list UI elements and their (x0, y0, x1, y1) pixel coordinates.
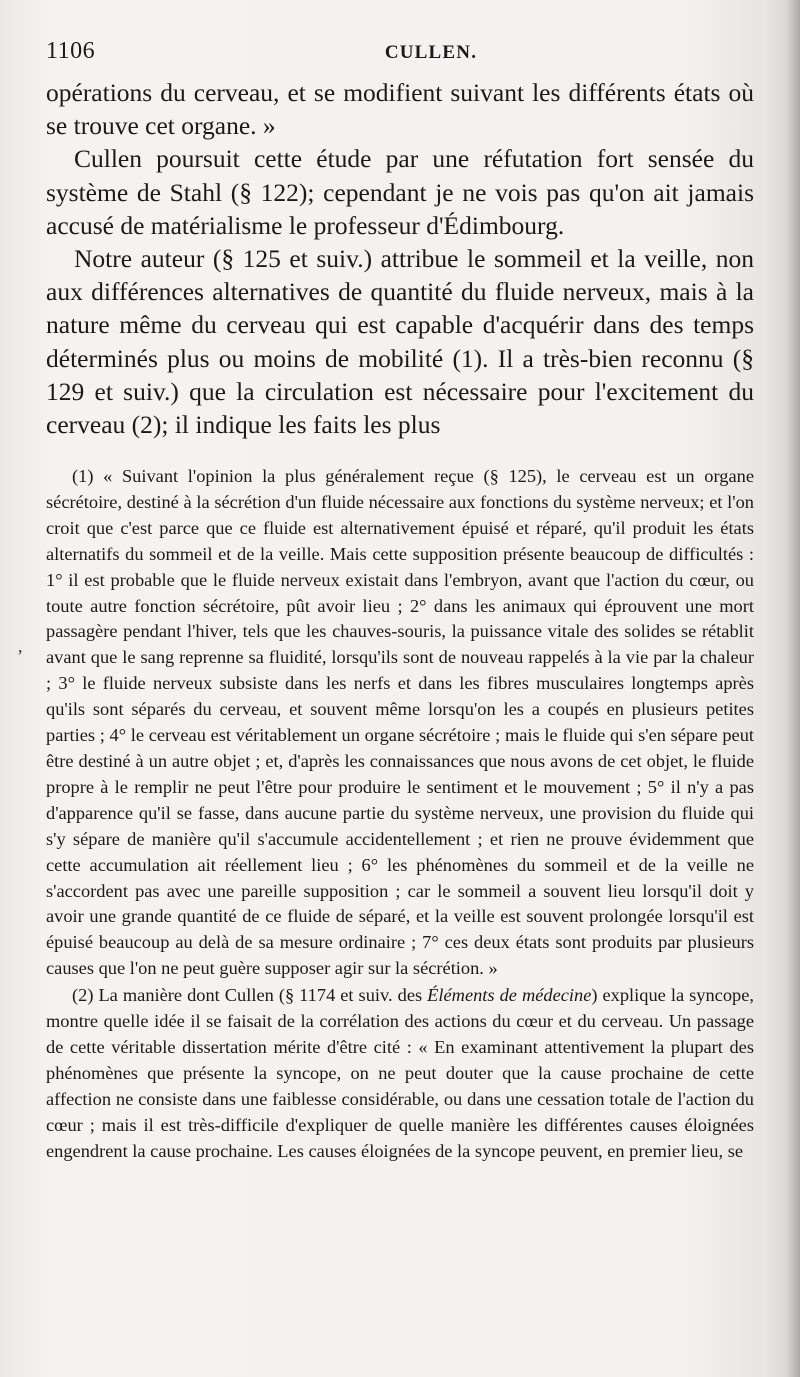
margin-mark: , (18, 636, 23, 656)
paragraph-sleep: Notre auteur (§ 125 et suiv.) attribue le sommeil et la veille, non aux différences alternatives de quantité du fluide nerveux, mais à la nature même du cerveau qui est capable d'acquérir dans des temps déterminés plus ou moins de mobilité (1). Il a très-bien reconnu (§ 129 et suiv.) que la circulation est nécessaire pour l'excitement du cerveau (2); il indique les faits les plus (46, 244, 754, 440)
footnote-2-rest: ) explique la syncope, montre quelle idée il se faisait de la corrélation des actions du cœur et du cerveau. Un passage de cette véritable dissertation mérite d'être cité : « En examinant attentivement la plupart des phénomènes que présente la syncope, on ne peut douter que la cause prochaine de cette affection ne consiste dans une faiblesse considérable, ou dans une cessation totale de l'action du cœur ; mais il est très-difficile d'expliquer de quelle manière les différentes causes éloignées engendrent la cause prochaine. Les causes éloignées de la syncope peuvent, en premier lieu, se (46, 985, 754, 1161)
main-text (46, 76, 754, 441)
footnote-2-book-title: Éléments de médecine (427, 985, 592, 1006)
page-edge-shadow (786, 0, 800, 1377)
footnote-1: (1) « Suivant l'opinion la plus généralement reçue (§ 125), le cerveau est un organe sécrétoire, destiné à la sécrétion d'un fluide nécessaire aux fonctions du système nerveux; et l'on croit que c'est parce que ce fluide est alternativement épuisé et réparé, qu'il produit les états alternatifs du sommeil et de la veille. Mais cette supposition présente beaucoup de difficultés : 1° il est probable que le fluide nerveux existait dans l'embryon, avant que l'action du cœur, ou toute autre fonction sécrétoire, pût avoir lieu ; 2° dans les animaux qui éprouvent une mort passagère pendant l'hiver, tels que les chauves-souris, la puissance vitale des solides se rétablit avant que le sang reprenne sa fluidité, lorsqu'ils sont de nouveau rappelés à la vie par la chaleur ; 3° le fluide nerveux subsiste dans les nerfs et dans les fibres musculaires longtemps après qu'ils sont séparés du cerveau, et souvent même lorsqu'on les a coupés en plusieurs petites parties ; 4° le cerveau est véritablement un organe sécrétoire ; mais le fluide qui s'en sépare peut être destiné à un autre objet ; et, d'après les connaissances que nous avons de cet objet, le fluide propre à le remplir ne peut l'être pour produire le sentiment et le mouvement ; 5° il n'y a pas d'apparence qu'il se fasse, dans aucune partie du système nerveux, une provision du fluide qui s'y sépare de manière qu'il s'accumule accidentellement ; et rien ne prouve évidemment que cette accumulation ait réellement lieu ; 6° les phénomènes du sommeil et de la veille ne s'accordent pas avec une pareille supposition ; car le sommeil a souvent lieu lorsqu'il doit y avoir une grande quantité de ce fluide de séparé, et la veille est souvent prolongée lorsqu'il est épuisé beaucoup au delà de sa mesure ordinaire ; 7° ces deux états sont produits par plusieurs causes que l'on ne peut guère supposer agir sur la sécrétion. » (46, 466, 754, 979)
running-head: CULLEN. (384, 42, 478, 63)
paragraph-stahl: Cullen poursuit cette étude par une réfutation fort sensée du système de Stahl (§ 122); cependant je ne vois pas qu'on ait jamais accusé de matérialisme le professeur d'Édimbourg. (46, 144, 754, 240)
footnotes (46, 464, 754, 1164)
page-header (46, 38, 756, 68)
page-number: 1106 (46, 38, 96, 64)
footnote-2-start: (2) La manière dont Cullen (§ 1174 et suiv. des (72, 985, 428, 1006)
paragraph-continuation: opérations du cerveau, et se modifient suivant les différents états où se trouve cet organe. » (46, 78, 754, 141)
footnote-2 (46, 983, 754, 1164)
